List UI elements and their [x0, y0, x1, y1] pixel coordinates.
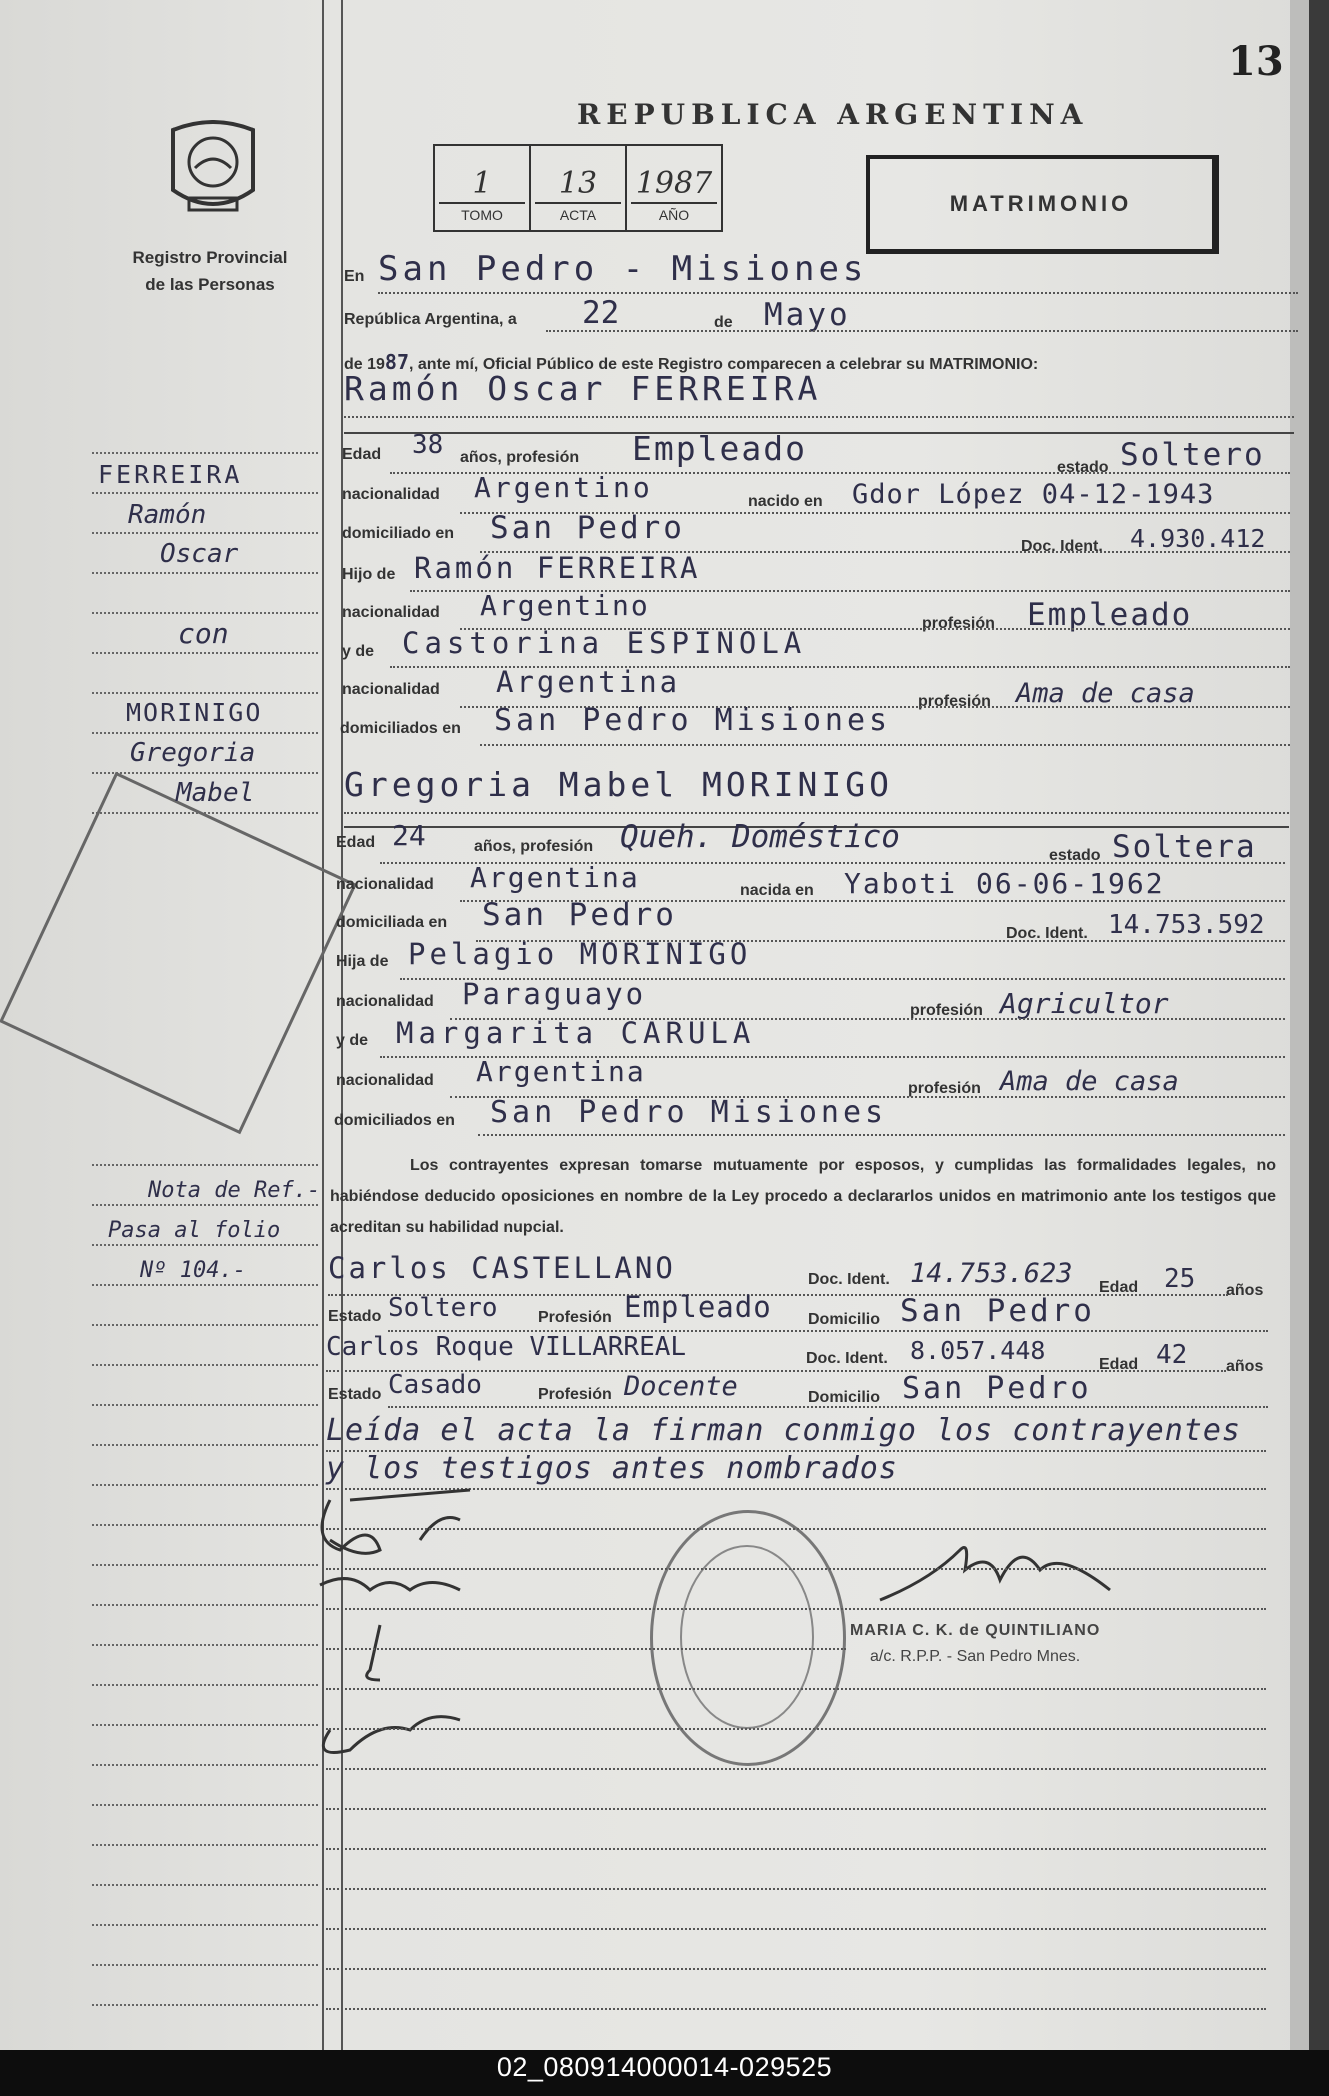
- margin-wife-name2: Mabel: [176, 778, 255, 808]
- husband-age: 38: [412, 430, 444, 460]
- husband-domicile: San Pedro: [490, 510, 685, 546]
- husband-full-name: Ramón Oscar FERREIRA: [344, 369, 822, 408]
- year-suffix: 87: [384, 350, 410, 374]
- witness2-prof-label: Profesión: [538, 1386, 612, 1403]
- line-rule: [326, 1728, 1266, 1730]
- wife-parents-dom-label: domiciliados en: [334, 1112, 455, 1129]
- husband-estado-label: estado: [1057, 459, 1109, 476]
- husband-nac-label: nacionalidad: [342, 486, 440, 503]
- wife-mother-prof: Ama de casa: [1000, 1066, 1179, 1097]
- margin-rule: [92, 652, 318, 654]
- margin-husband-surname: FERREIRA: [98, 460, 243, 489]
- record-type-box: MATRIMONIO: [866, 155, 1219, 254]
- place-value: San Pedro - Misiones: [378, 249, 868, 289]
- acta-cell: [531, 146, 627, 230]
- margin-rule: [92, 812, 318, 814]
- husband-status: Soltero: [1120, 437, 1265, 473]
- wife-father-nac-label: nacionalidad: [336, 993, 434, 1010]
- margin-note-line3: Nº 104.-: [140, 1258, 246, 1283]
- margin-con: con: [178, 617, 229, 650]
- margin-rule: [92, 692, 318, 694]
- wife-status: Soltera: [1112, 829, 1257, 865]
- witness2-anos-label: años: [1226, 1358, 1264, 1375]
- wife-profession: Queh. Doméstico: [620, 819, 900, 855]
- anio-cell: [627, 146, 721, 230]
- wife-estado-label: estado: [1049, 847, 1101, 864]
- wife-y-de-label: y de: [336, 1032, 369, 1049]
- margin-note-line2: Pasa al folio: [108, 1218, 281, 1243]
- witness2-domicile: San Pedro: [902, 1371, 1092, 1406]
- margin-rule: [92, 612, 318, 614]
- wife-father: Pelagio MORINIGO: [408, 937, 752, 971]
- line-rule: [378, 292, 1298, 294]
- husband-nationality: Argentino: [474, 471, 653, 504]
- wife-edad-label: Edad: [336, 834, 376, 851]
- husband-anos-label: años, profesión: [460, 449, 580, 466]
- husband-profession: Empleado: [632, 429, 807, 468]
- wife-birthplace: Yaboti 06-06-1962: [844, 867, 1165, 900]
- line-rule: [326, 1888, 1266, 1890]
- hija-label: Hija de: [336, 953, 389, 970]
- en-label: En: [344, 268, 365, 285]
- line-rule: [388, 1406, 1268, 1408]
- line-rule: [326, 1848, 1266, 1850]
- husband-parents-dom-label: domiciliados en: [340, 720, 461, 737]
- y-de-label: y de: [342, 643, 375, 660]
- husband-doc-label: Doc. Ident.: [1021, 538, 1103, 555]
- republica-label: República Argentina, a: [344, 311, 517, 328]
- husband-father-prof: Empleado: [1027, 597, 1193, 633]
- declaration-text: Los contrayentes expresan tomarse mutuamente por esposos, y cumplidas las formalidades legales, no habiéndose deducido oposiciones en nombre de la Ley procedo a declararlos unidos en matrimonio ante los testigos que acreditan su habilidad nupcial.: [330, 1157, 1276, 1236]
- margin-rule: [92, 1884, 318, 1886]
- line-rule: [326, 1928, 1266, 1930]
- witness1-edad-label: Edad: [1099, 1279, 1139, 1296]
- wife-full-name: Gregoria Mabel MORINIGO: [344, 765, 893, 804]
- contracting-party-signatures-icon: [270, 1480, 530, 1770]
- line-rule: [546, 330, 1298, 332]
- husband-dom-label: domiciliado en: [342, 525, 455, 542]
- line-rule: [326, 1608, 1266, 1610]
- witness2-age: 42: [1156, 1340, 1188, 1370]
- margin-rule: [92, 1404, 318, 1406]
- acta-label: ACTA: [535, 202, 621, 223]
- witness2-estado-label: Estado: [328, 1386, 382, 1403]
- wife-domicile: San Pedro: [482, 897, 677, 933]
- margin-note-line1: Nota de Ref.-: [148, 1178, 321, 1203]
- witness1-profession: Empleado: [624, 1290, 772, 1324]
- line-rule: [344, 416, 1294, 418]
- anio-label: AÑO: [631, 202, 717, 223]
- wife-mother-nat: Argentina: [476, 1055, 646, 1088]
- month-value: Mayo: [764, 297, 851, 333]
- husband-father-nat: Argentino: [480, 589, 650, 622]
- margin-rule: [92, 1164, 318, 1166]
- margin-rule: [92, 452, 318, 454]
- husband-edad-label: Edad: [342, 446, 382, 463]
- witness1-name: Carlos CASTELLANO: [328, 1251, 676, 1285]
- margin-rule: [92, 732, 318, 734]
- margin-husband-name1: Ramón: [128, 500, 207, 530]
- margin-rule: [92, 492, 318, 494]
- official-name: MARIA C. K. de QUINTILIANO: [850, 1622, 1101, 1639]
- witness1-doc-label: Doc. Ident.: [808, 1271, 890, 1288]
- official-signature-icon: [870, 1530, 1130, 1620]
- section-rule: [344, 432, 1294, 434]
- wife-anos-label: años, profesión: [474, 838, 594, 855]
- line-rule: [326, 1648, 846, 1650]
- page-number: 13: [1228, 38, 1284, 85]
- witness1-prof-label: Profesión: [538, 1309, 612, 1326]
- father-nac-label: nacionalidad: [342, 604, 440, 621]
- margin-rule: [92, 2004, 318, 2006]
- line-rule: [478, 1134, 1285, 1136]
- husband-doc: 4.930.412: [1130, 524, 1266, 553]
- husband-nacido-label: nacido en: [748, 493, 823, 510]
- wife-nac-label: nacionalidad: [336, 876, 434, 893]
- closing-line1: Leída el acta la firman conmigo los contrayentes: [326, 1413, 1241, 1448]
- margin-rule: [92, 1444, 318, 1446]
- margin-wife-name1: Gregoria: [130, 738, 256, 768]
- page-edge-shadow: [1290, 0, 1309, 2050]
- witness1-doc: 14.753.623: [910, 1258, 1073, 1289]
- wife-father-nat: Paraguayo: [462, 977, 647, 1011]
- wife-doc-label: Doc. Ident.: [1006, 925, 1088, 942]
- officer-text: , ante mí, Oficial Público de este Registro comparecen a celebrar su MATRIMONIO:: [409, 356, 1039, 373]
- witness1-domicile: San Pedro: [900, 1293, 1095, 1329]
- margin-rule: [92, 1964, 318, 1966]
- margin-husband-name2: Oscar: [160, 539, 239, 569]
- witness1-dom-label: Domicilio: [808, 1311, 881, 1328]
- country-heading: REPUBLICA ARGENTINA: [577, 98, 1089, 131]
- line-rule: [326, 1568, 1266, 1570]
- mother-prof-label: profesión: [918, 693, 991, 710]
- official-seal-inner-icon: [680, 1545, 814, 1729]
- wife-mother-nac-label: nacionalidad: [336, 1072, 434, 1089]
- page-edge: [1309, 0, 1329, 2050]
- margin-rule: [92, 532, 318, 534]
- wife-doc: 14.753.592: [1108, 910, 1265, 940]
- tomo-cell: [435, 146, 531, 230]
- provincial-emblem-icon: [165, 120, 261, 226]
- husband-parents-domicile: San Pedro Misiones: [494, 703, 892, 738]
- day-value: 22: [582, 295, 620, 331]
- mother-nac-label: nacionalidad: [342, 681, 440, 698]
- witness2-doc-label: Doc. Ident.: [806, 1350, 888, 1367]
- witness1-age: 25: [1164, 1264, 1196, 1294]
- registry-name: [100, 244, 320, 298]
- line-rule: [344, 812, 1289, 814]
- witness1-status: Soltero: [388, 1293, 498, 1323]
- line-rule: [326, 1968, 1266, 1970]
- scan-identifier: 02_080914000014-029525: [496, 2052, 833, 2082]
- year-prefix: de 19: [344, 356, 385, 373]
- margin-rule: [92, 1284, 318, 1286]
- registry-line-2: de las Personas: [145, 275, 275, 294]
- witness1-anos-label: años: [1226, 1282, 1264, 1299]
- witness2-dom-label: Domicilio: [808, 1389, 881, 1406]
- acta-value: 13: [558, 166, 598, 201]
- line-rule: [480, 744, 1290, 746]
- registry-line-1: Registro Provincial: [132, 248, 288, 267]
- wife-father-prof-label: profesión: [910, 1002, 983, 1019]
- line-rule: [326, 1528, 1266, 1530]
- witness2-profession: Docente: [624, 1371, 738, 1402]
- margin-rule: [92, 1804, 318, 1806]
- husband-father: Ramón FERREIRA: [414, 551, 701, 585]
- wife-age: 24: [392, 819, 426, 852]
- margin-rule: [92, 772, 318, 774]
- closing-line2: y los testigos antes nombrados: [326, 1451, 898, 1486]
- wife-nacida-label: nacida en: [740, 882, 814, 899]
- margin-rule: [92, 1324, 318, 1326]
- father-prof-label: profesión: [922, 615, 995, 632]
- margin-rule: [92, 572, 318, 574]
- witness1-estado-label: Estado: [328, 1308, 382, 1325]
- line-rule: [326, 1688, 1266, 1690]
- wife-mother-prof-label: profesión: [908, 1080, 981, 1097]
- wife-father-prof: Agricultor: [1000, 987, 1169, 1020]
- wife-parents-domicile: San Pedro Misiones: [490, 1095, 888, 1130]
- husband-mother: Castorina ESPINOLA: [402, 626, 807, 660]
- margin-rule: [92, 1364, 318, 1366]
- hijo-label: Hijo de: [342, 566, 396, 583]
- line-rule: [326, 1768, 1266, 1770]
- margin-rule: [92, 1204, 318, 1206]
- official-title: a/c. R.P.P. - San Pedro Mnes.: [870, 1648, 1081, 1665]
- margin-wife-surname: MORINIGO: [126, 698, 263, 727]
- husband-birthplace: Gdor López 04-12-1943: [852, 479, 1215, 510]
- record-number-block: [433, 144, 723, 232]
- husband-mother-prof: Ama de casa: [1016, 678, 1195, 709]
- witness2-name: Carlos Roque VILLARREAL: [326, 1332, 687, 1362]
- tomo-label: TOMO: [439, 202, 525, 223]
- anio-value: 1987: [635, 166, 713, 201]
- wife-nationality: Argentina: [470, 861, 640, 894]
- wife-mother: Margarita CARULA: [396, 1016, 756, 1050]
- witness2-edad-label: Edad: [1099, 1356, 1139, 1373]
- line-rule: [326, 1808, 1266, 1810]
- margin-rule: [92, 1924, 318, 1926]
- margin-rule: [92, 1844, 318, 1846]
- husband-mother-nat: Argentina: [496, 665, 681, 699]
- line-rule: [326, 2008, 1266, 2010]
- margin-rule: [92, 1244, 318, 1246]
- wife-dom-label: domiciliada en: [336, 914, 448, 931]
- tomo-value: 1: [472, 166, 492, 201]
- witness2-doc: 8.057.448: [910, 1336, 1046, 1365]
- de-label: de: [714, 314, 733, 331]
- witness2-status: Casado: [388, 1370, 482, 1400]
